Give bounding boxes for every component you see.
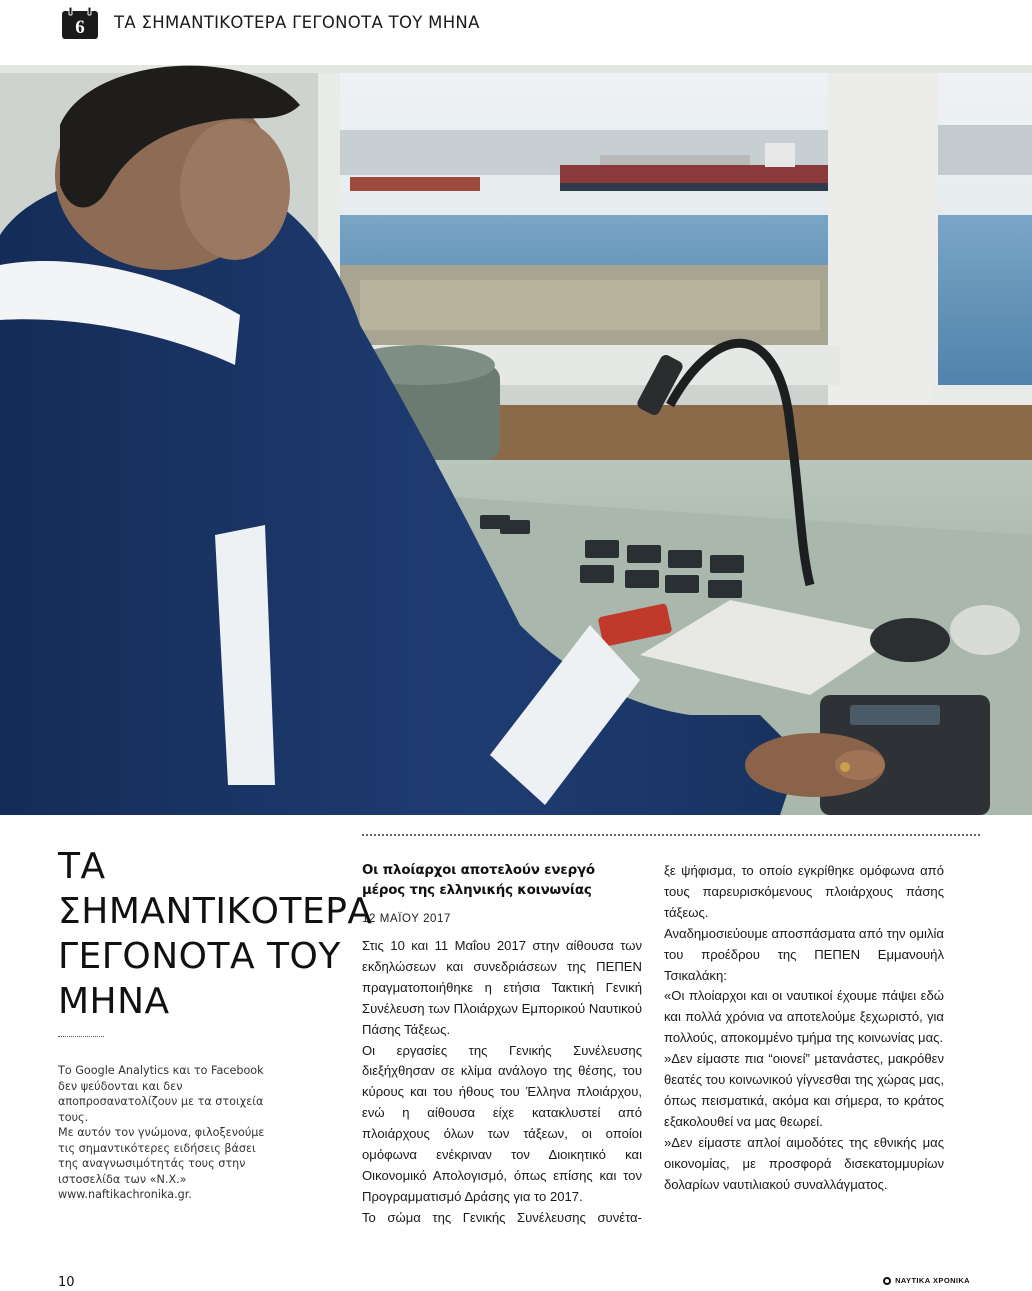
article-paragraph: Στις 10 και 11 Μαΐου 2017 στην αίθουσα των εκδηλώσεων και συνεδριάσεων της ΠΕΠΕΝ πραγματοποιήθηκε η ετήσια Τακτική Γενική Συνέλευση των Πλοιάρχων Εμπορικού Ναυτικού Πάσης Τάξεως.: [362, 938, 642, 1037]
article-paragraph: Το σώμα της Γενικής Συνέλευσης συνέτα-: [362, 1209, 642, 1225]
sidebar-title-line: ΜΗΝΑ: [58, 981, 170, 1022]
sidebar-title: [58, 844, 373, 1024]
sidebar-title-line: ΣΗΜΑΝΤΙΚΟΤΕΡΑ: [58, 891, 373, 932]
section-title: ΤΑ ΣΗΜΑΝΤΙΚΟΤΕΡΑ ΓΕΓΟΝΟΤΑ ΤΟΥ ΜΗΝΑ: [114, 13, 480, 32]
article-paragraph: Αναδημοσιεύουμε αποσπάσματα από την ομιλία του προέδρου της ΠΕΠΕΝ Εμμανουήλ Τσικαλάκη:: [664, 925, 944, 983]
sidebar-divider: [58, 1036, 104, 1037]
page-number: 10: [58, 1275, 75, 1290]
magazine-logo: [883, 1276, 970, 1285]
page-badge: 6: [75, 17, 85, 38]
article-title: Οι πλοίαρχοι αποτελούν ενεργό μέρος της ελληνικής κοινωνίας: [362, 863, 595, 898]
article-paragraph: »Δεν είμαστε απλοί αιμοδότες της εθνικής μας οικονομίας, με προσφορά δισεκατομμυρίων δολαρίων ναυτιλιακού συναλλάγματος.: [664, 1134, 944, 1192]
article-paragraph: ξε ψήφισμα, το οποίο εγκρίθηκε ομόφωνα από τους παρευρισκόμενους πλοιάρχους πάσης τάξεως.: [664, 863, 944, 920]
article-paragraph: «Οι πλοίαρχοι και οι ναυτικοί έχουμε πάψει εδώ και πολλά χρόνια να αποτελούμε ξεχωριστό, για πολλούς, αποκομμένο τμήμα της κοινωνίας μας.: [664, 988, 944, 1046]
sidebar-title-line: ΓΕΓΟΝΟΤΑ ΤΟΥ: [58, 936, 341, 977]
magazine-name: ΝΑΥΤΙΚΑ ΧΡΟΝΙΚΑ: [895, 1276, 970, 1285]
sidebar-note: Το Google Analytics και το Facebook δεν ψεύδονται και δεν αποπροσανατολίζουν με τα στοιχεία τους. Με αυτόν τον γνώμονα, φιλοξενούμε τις σημαντικότερες ειδήσεις βάσει της αναγνωσιμότητάς τους στην ιστοσελίδα των «Ν.Χ.» www.naftikachronika.gr.: [58, 1064, 265, 1201]
logo-mark-icon: [883, 1277, 891, 1285]
article-divider: [362, 834, 980, 836]
article-date: 12 ΜΑΪΟΥ 2017: [362, 913, 452, 925]
sidebar-title-line: ΤΑ: [58, 846, 106, 887]
article-paragraph: »Δεν είμαστε πια “οιονεί” μετανάστες, μακρόθεν θεατές του κοινωνικού γίγνεσθαι της χώρας μας, όπως πεισματικά, ακόμα και σήμερα, το κράτος εξακολουθεί να μας θεωρεί.: [664, 1051, 944, 1129]
ship-bridge-photo: [0, 65, 1032, 815]
article-column-1: [362, 861, 642, 1229]
article-paragraph: Οι εργασίες της Γενικής Συνέλευσης διεξήχθησαν σε κλίμα ανάλογο της θέσης, του κύρους και του ήθους του Έλληνα πλοιάρχου, ενώ η αίθουσα είχε κατακλυστεί από πλοιάρχους όλων των τάξεων, οι οποίοι ομόφωνα ενέκριναν τον Διοικητικό και Οικονομικό Απολογισμό, όπως επίσης και τον Προγραμματισμό Δράσης για το 2017.: [362, 1042, 642, 1204]
calendar-icon: [60, 6, 100, 40]
article-column-2: [664, 861, 944, 1196]
